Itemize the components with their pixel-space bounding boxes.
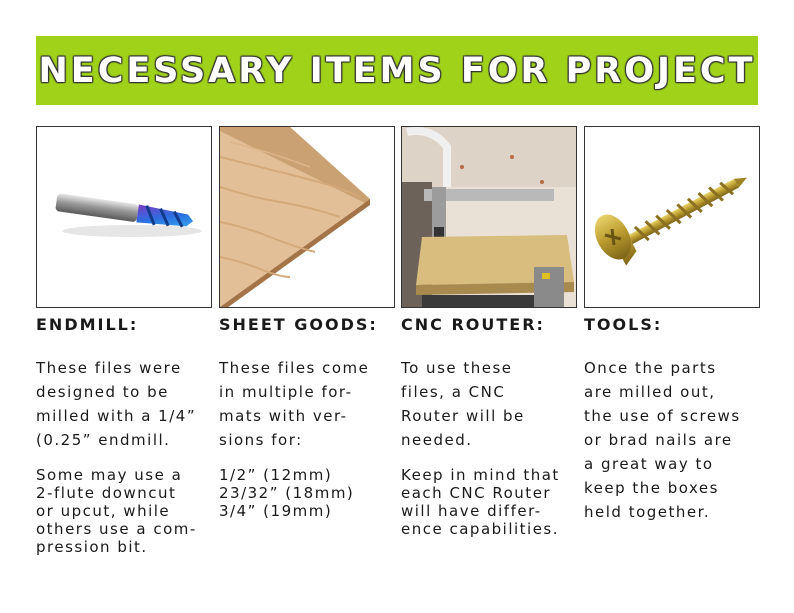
item-note: Some may use a 2-flute downcut or upcut, while others use a com- pression bit. <box>36 466 197 556</box>
item-description: Once the parts are milled out, the use of screws or brad nails are a great way to keep the boxes held together. <box>584 359 741 521</box>
endmill-bit-image <box>36 126 212 308</box>
item-card-endmill <box>36 126 212 556</box>
item-heading: ENDMILL: <box>36 315 139 334</box>
cnc-router-machine-image <box>401 126 577 308</box>
item-card-sheet-goods <box>219 126 395 520</box>
title-banner <box>36 36 758 105</box>
item-card-cnc-router <box>401 126 577 538</box>
wood-screw-image <box>584 126 760 308</box>
page-title: NECESSARY ITEMS FOR PROJECT <box>38 50 756 91</box>
item-description: These files were designed to be milled with a 1/4” (0.25” endmill. <box>36 359 197 449</box>
item-heading: SHEET GOODS: <box>219 315 378 334</box>
item-heading: CNC ROUTER: <box>401 315 545 334</box>
item-note: Keep in mind that each CNC Router will have differ- ence capabilities. <box>401 466 560 538</box>
item-description: These files come in multiple for- mats with ver- sions for: <box>219 359 370 449</box>
item-card-tools <box>584 126 760 538</box>
plywood-sheet-image <box>219 126 395 308</box>
item-note: 1/2” (12mm) 23/32” (18mm) 3/4” (19mm) <box>219 466 355 520</box>
item-description: To use these files, a CNC Router will be needed. <box>401 359 525 449</box>
item-heading: TOOLS: <box>584 315 663 334</box>
